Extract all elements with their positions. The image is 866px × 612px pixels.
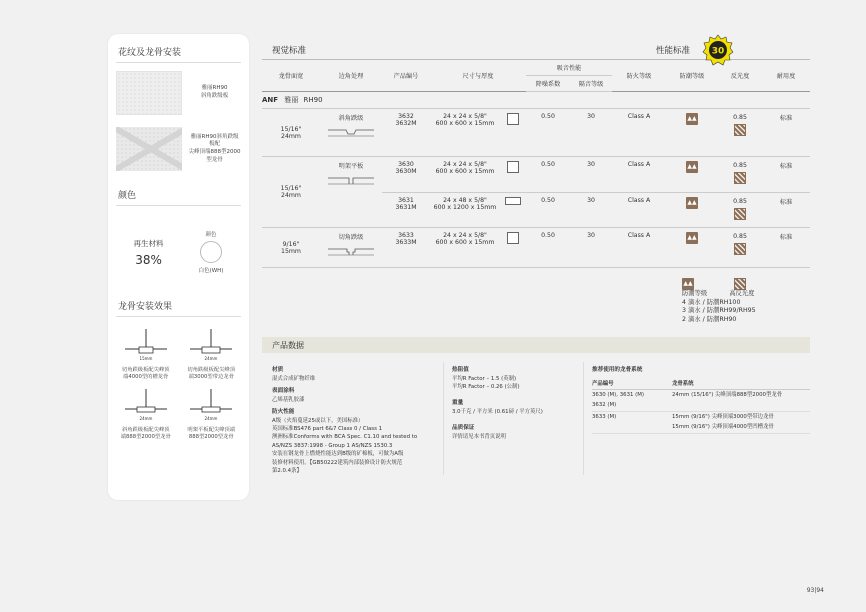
install-item	[116, 387, 176, 441]
col-size: 尺寸与厚度	[462, 73, 494, 80]
install-dim-label: 15mm	[139, 356, 153, 361]
high-reflect-icon	[734, 172, 746, 184]
grid-system	[672, 400, 810, 411]
high-reflect-icon	[734, 208, 746, 220]
edge-label: 切角跌级	[338, 234, 364, 242]
color-row	[116, 222, 241, 282]
edge-label: 明架平板	[338, 163, 364, 170]
cac: 30	[570, 228, 612, 268]
reflectance: 0.85	[733, 114, 747, 121]
sidebar	[108, 34, 249, 500]
table-row	[262, 157, 810, 193]
grid-code: 3630 (M), 3631 (M)	[592, 392, 645, 399]
fire-line: AS/NZS 3837:1998 - Group 1 AS/NZS 1530.3	[272, 442, 393, 449]
install-diagram-icon	[117, 327, 175, 365]
fire-line: 英国标准BS476 part 6&7 Class 0 / Class 1	[272, 426, 383, 433]
30-percent-badge-icon	[702, 34, 734, 66]
product-code: 3633 3633M	[382, 228, 430, 268]
table-row	[592, 411, 810, 422]
size: 24 x 48 x 5/8" 600 x 1200 x 15mm	[430, 192, 500, 228]
install-caption: 切角跌级板配尖峰顶 端3000型带边龙骨	[187, 367, 236, 381]
cac: 30	[570, 109, 612, 157]
durability: 标准	[762, 228, 810, 268]
install-diagram-icon	[182, 327, 240, 365]
edge-type	[320, 109, 382, 157]
install-item	[116, 327, 176, 381]
grid-code	[592, 422, 672, 433]
grid-system: 15mm (9/16") 尖峰顶端3000型带边龙骨	[672, 413, 774, 420]
legend-reflect: 高反光度	[729, 290, 755, 298]
water-drops-icon: ▲▲	[682, 278, 694, 290]
product-data-col-3	[584, 362, 810, 475]
panel-square-icon	[507, 232, 519, 244]
fire-class: Class A	[612, 192, 666, 228]
install-heading: 龙骨安装效果	[116, 296, 241, 317]
fire-line: 装修材料使用。【GB50222建筑内部装修设计防火规范	[272, 459, 403, 466]
legend-humidity: 防潮等级	[682, 290, 708, 298]
reflectance: 0.85	[733, 197, 747, 205]
grid-face: 9/16" 15mm	[262, 228, 320, 268]
nrc: 0.50	[526, 109, 570, 157]
reflectance: 0.85	[733, 233, 747, 241]
grid-system: 15mm (9/16") 尖峰顶端4000型凹槽龙骨	[672, 422, 810, 433]
fire-line: 安装在钢龙骨上燃烧性能达到B级的矿棉板，可做为A级	[272, 451, 404, 458]
product-data-heading: 产品数据	[262, 337, 810, 353]
reflectance: 0.85	[733, 162, 747, 169]
col-grid-face: 龙骨面宽	[278, 73, 304, 80]
size: 24 x 24 x 5/8" 600 x 600 x 15mm	[430, 228, 500, 268]
water-drops-icon: ▲▲	[686, 197, 698, 209]
install-dim-label: 24mm	[204, 416, 218, 422]
recycled-content	[134, 238, 164, 267]
weight: 3.0千克 / 平方米 (0.61磅 / 平方英尺)	[452, 409, 543, 416]
legend-line: 2 滴水 / 防潮RH90	[682, 315, 737, 323]
product-data-col-1	[272, 362, 444, 475]
pattern-item-1	[116, 71, 241, 115]
tile-caption: 雅丽RH90 斜角跌级板	[200, 85, 229, 99]
recycle-percent: 38%	[135, 252, 162, 267]
grid-face: 15/16" 24mm	[262, 157, 320, 228]
material-heading: 材质	[272, 367, 284, 373]
col-reflect: 反光度	[730, 73, 750, 80]
durability: 标准	[762, 109, 810, 157]
cac: 30	[570, 157, 612, 193]
col-fire: 防火等级	[626, 73, 652, 80]
install-item	[182, 327, 242, 381]
legend-line: 3 滴水 / 防潮RH99/RH95	[682, 307, 756, 315]
install-grid	[116, 327, 241, 442]
weight-heading: 重量	[452, 400, 464, 407]
table-row	[592, 390, 810, 401]
legend	[682, 278, 810, 324]
color-name: 白色(WH)	[198, 268, 224, 274]
thermal-line: 平均R Factor – 1.5 (英制)	[452, 375, 517, 382]
nrc: 0.50	[526, 157, 570, 193]
grid-code: 3633 (M)	[592, 413, 617, 420]
nrc: 0.50	[526, 228, 570, 268]
legend-line: 4 滴水 / 防潮RH100	[682, 298, 741, 306]
table-row	[262, 228, 810, 268]
product-code: 3631 3631M	[382, 192, 430, 228]
color-swatch-group	[199, 230, 224, 274]
square-edge-icon	[326, 174, 376, 188]
install-caption: 明架平板配尖峰顶端 888型2000型龙骨	[187, 427, 236, 441]
tegular-edge-icon	[326, 245, 376, 259]
series-code: RH90	[303, 96, 323, 104]
col-edge: 边角处理	[338, 73, 364, 80]
col-humidity: 防潮等级	[679, 73, 705, 80]
surface: 乙烯基乳胶漆	[272, 396, 305, 403]
material: 湿式合成矿物纤维	[272, 375, 316, 382]
page-number: 93|94	[806, 587, 824, 594]
product-code: 3632 3632M	[382, 109, 430, 157]
col-code: 产品编号	[393, 73, 419, 80]
install-caption: 斜角跌级板配尖峰顶 端888型2000型龙骨	[120, 427, 171, 441]
durability: 标准	[762, 192, 810, 228]
tile-image	[116, 71, 182, 115]
pattern-heading: 花纹及龙骨安装	[116, 42, 241, 63]
grid-system: 24mm (15/16") 尖峰顶端888型2000型龙骨	[672, 392, 783, 399]
recycle-label: 再生材料	[133, 238, 164, 248]
col-sound: 吸音性能	[526, 60, 612, 76]
panel-rect-icon	[505, 197, 521, 205]
install-dim-label: 24mm	[204, 356, 218, 361]
badge-text: 30	[711, 46, 725, 57]
high-reflect-icon	[734, 243, 746, 255]
high-reflect-icon	[734, 124, 746, 136]
color-label: 颜色	[205, 232, 217, 238]
fire-heading: 防火性能	[272, 409, 295, 416]
product-data	[272, 362, 810, 475]
col-durability: 耐用度	[776, 73, 796, 80]
spec-area	[262, 40, 810, 324]
grid-face: 15/16" 24mm	[262, 109, 320, 157]
thermal-line: 平均R Factor – 0.26 (公制)	[452, 384, 520, 391]
panel-square-icon	[507, 113, 519, 125]
product-data-col-2	[444, 362, 584, 475]
edge-label: 斜角跌级	[338, 115, 364, 122]
edge-type	[320, 228, 382, 268]
size: 24 x 24 x 5/8" 600 x 600 x 15mm	[430, 109, 500, 157]
visual-standard-title: 视觉标准	[272, 46, 307, 56]
water-drops-icon: ▲▲	[686, 161, 698, 173]
install-dim-label: 24mm	[139, 416, 153, 422]
fire-class: Class A	[612, 157, 666, 193]
series-brand: ANF	[262, 96, 279, 104]
table-row	[262, 109, 810, 157]
product-code: 3630 3630M	[382, 157, 430, 193]
performance-standard-title: 性能标准	[655, 46, 690, 56]
tile-grid-image	[116, 127, 182, 171]
thermal-heading: 热阻值	[452, 367, 469, 373]
fire-class: Class A	[612, 109, 666, 157]
grid-col-system: 龙骨系统	[672, 379, 810, 390]
color-swatch	[200, 241, 222, 263]
panel-square-icon	[507, 161, 519, 173]
warranty: 详情请见本书背页说明	[452, 434, 506, 441]
pattern-item-2	[116, 127, 241, 171]
install-diagram-icon	[182, 387, 240, 425]
fire-line: 澳洲标准Conforms with BCA Spec. C1.10 and tested to	[272, 434, 418, 441]
table-row	[592, 400, 810, 411]
col-cac: 隔音等级	[570, 76, 612, 92]
water-drops-icon: ▲▲	[686, 232, 698, 244]
nrc: 0.50	[526, 192, 570, 228]
series-row	[262, 92, 810, 109]
grid-code: 3632 (M)	[592, 400, 672, 411]
install-caption: 切角跌级板配尖峰顶 端4000型的槽龙骨	[121, 367, 170, 381]
water-drops-icon: ▲▲	[686, 113, 698, 125]
grid-col-code: 产品编号	[592, 379, 672, 390]
series-name: 雅丽	[284, 96, 299, 104]
grid-system-heading: 推荐使用的龙骨系统	[592, 367, 643, 373]
bevel-edge-icon	[326, 126, 376, 140]
cac: 30	[570, 192, 612, 228]
fire-class: Class A	[612, 228, 666, 268]
high-reflect-icon	[734, 278, 746, 290]
fire-line: 第2.0.4条】	[272, 467, 302, 474]
install-item	[182, 387, 242, 441]
spec-table	[262, 60, 810, 268]
size: 24 x 24 x 5/8" 600 x 600 x 15mm	[430, 157, 500, 193]
table-row	[592, 422, 810, 433]
color-heading: 颜色	[116, 185, 241, 206]
grid-system-table	[592, 379, 810, 434]
durability: 标准	[762, 157, 810, 193]
surface-heading: 表面涂料	[272, 388, 295, 395]
install-diagram-icon	[117, 387, 175, 425]
fire-line: A级（火焰蔓延25或以下，美国标准）	[272, 417, 364, 424]
tile-caption: 雅丽RH90斜角跌级板配 尖峰顶端888型2000型龙骨	[188, 133, 241, 163]
col-nrc: 降噪系数	[526, 76, 570, 92]
warranty-heading: 品质保证	[452, 425, 475, 432]
edge-type	[320, 157, 382, 228]
